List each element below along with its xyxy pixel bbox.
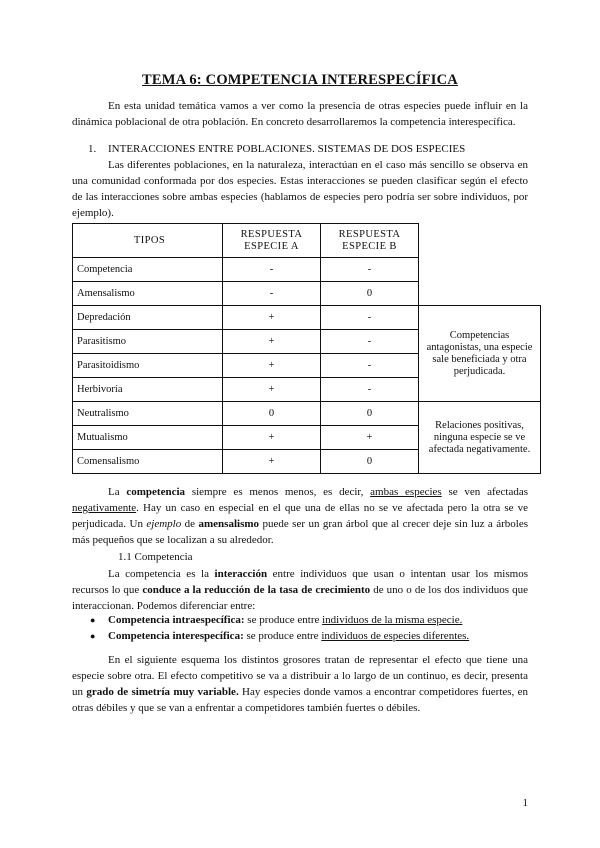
page-number: 1 xyxy=(522,797,528,809)
row-name: Amensalismo xyxy=(73,282,223,306)
text-run: siempre es menos menos, es decir, xyxy=(185,486,371,498)
text-run: se produce entre xyxy=(243,630,322,642)
table-row xyxy=(73,258,541,282)
bullet-icon: ● xyxy=(90,615,96,625)
header-tipos: TIPOS xyxy=(73,224,223,258)
underlined-term: individuos de la misma especie. xyxy=(322,614,463,626)
section-paragraph: Las diferentes poblaciones, en la naturaleza, interactúan en el caso más sencillo se observa en una comunidad conformada por dos especies. Estas interacciones se pueden clasificar según el efecto de las interacciones sobre ambas especies (hablamos de especies pero podría ser sobre individuos, por ejemplo). xyxy=(72,159,528,219)
row-name: Neutralismo xyxy=(73,402,223,426)
row-value-a: 0 xyxy=(223,402,321,426)
text-run: puede ser un gran árbol que al crecer deje sin luz a árboles más pequeños que se localizan a su alrededor. xyxy=(72,518,528,546)
row-value-a: + xyxy=(223,450,321,474)
underlined-term: negativamente xyxy=(72,502,137,514)
underlined-term: individuos de especies diferentes. xyxy=(321,630,470,642)
text-run: La competencia es la xyxy=(108,568,215,580)
text-run: . Hay un caso en especial en el que una de ellas no se ve afectada pero la otra se ve perjudicada. Un xyxy=(72,502,528,530)
row-value-b: + xyxy=(321,426,419,450)
row-name: Parasitoidismo xyxy=(73,354,223,378)
competencia-paragraph xyxy=(72,484,528,548)
row-name: Comensalismo xyxy=(73,450,223,474)
row-value-b: - xyxy=(321,378,419,402)
text-run: se ven afectadas xyxy=(441,486,528,498)
row-value-a: - xyxy=(223,282,321,306)
definition-paragraph xyxy=(72,566,528,614)
row-value-b: - xyxy=(321,330,419,354)
row-value-b: - xyxy=(321,306,419,330)
row-value-b: 0 xyxy=(321,402,419,426)
bold-term: amensalismo xyxy=(198,518,260,530)
row-value-a: + xyxy=(223,306,321,330)
text-run: se produce entre xyxy=(244,614,323,626)
row-name: Competencia xyxy=(73,258,223,282)
final-paragraph xyxy=(72,652,528,716)
row-value-b: 0 xyxy=(321,282,419,306)
row-value-b: - xyxy=(321,354,419,378)
row-value-a: - xyxy=(223,258,321,282)
text-run: La xyxy=(108,486,127,498)
note-positive: Relaciones positivas, ninguna especie se ve afectada negativamente. xyxy=(419,402,541,474)
text-run: de xyxy=(181,518,199,530)
row-name: Depredación xyxy=(73,306,223,330)
page-title: TEMA 6: COMPETENCIA INTERESPECÍFICA xyxy=(142,72,458,88)
bold-term: grado de simetría muy variable. xyxy=(86,686,239,698)
italic-term: ejemplo xyxy=(146,518,182,530)
text-run: de uno o de los dos individuos que interaccionan. Podemos diferenciar entre: xyxy=(72,584,529,612)
text-run: Hay especies donde vamos a encontrar competidores fuertes, en otras débiles y que se van a enfrentar a competidores también fuertes o débiles. xyxy=(72,686,529,714)
row-name: Parasitismo xyxy=(73,330,223,354)
row-value-a: + xyxy=(223,378,321,402)
section-number: 1. xyxy=(88,143,97,155)
table-row xyxy=(73,306,541,330)
row-name: Mutualismo xyxy=(73,426,223,450)
bold-term: competencia xyxy=(126,486,186,498)
underlined-term: ambas especies xyxy=(370,486,442,498)
table-row xyxy=(73,282,541,306)
row-value-b: - xyxy=(321,258,419,282)
table-header-row xyxy=(73,224,541,258)
row-value-a: + xyxy=(223,354,321,378)
list-term: Competencia intraespecífica: xyxy=(108,614,245,626)
row-value-a: + xyxy=(223,426,321,450)
row-value-b: 0 xyxy=(321,450,419,474)
section-title: INTERACCIONES ENTRE POBLACIONES. SISTEMAS DE DOS ESPECIES xyxy=(108,143,466,155)
text-run: entre individuos que usan o intentan usar los mismos recursos lo que xyxy=(72,568,528,596)
header-especie-b: RESPUESTA ESPECIE B xyxy=(321,224,419,258)
interactions-table xyxy=(72,223,541,474)
note-antagonist: Competencias antagonistas, una especie sale beneficiada y otra perjudicada. xyxy=(419,306,541,402)
text-run: En el siguiente esquema los distintos grosores tratan de representar el efecto que tiene una especie sobre otra. El efecto competitivo se va a distribuir a lo largo de un continuo, es decir, presenta un xyxy=(72,654,528,698)
intro-paragraph: En esta unidad temática vamos a ver como la presencia de otras especies puede influir en la dinámica poblacional de otra población. En concreto desarrollaremos la competencia interespecífica. xyxy=(72,100,528,128)
bold-term: interacción xyxy=(214,568,268,580)
row-name: Herbivoría xyxy=(73,378,223,402)
list-term: Competencia interespecífica: xyxy=(108,630,244,642)
bullet-icon: ● xyxy=(90,631,96,641)
subsection-title: 1.1 Competencia xyxy=(118,551,193,563)
bold-term: conduce a la reducción de la tasa de crecimiento xyxy=(142,584,371,596)
row-value-a: + xyxy=(223,330,321,354)
header-especie-a: RESPUESTA ESPECIE A xyxy=(223,224,321,258)
table-row xyxy=(73,402,541,426)
